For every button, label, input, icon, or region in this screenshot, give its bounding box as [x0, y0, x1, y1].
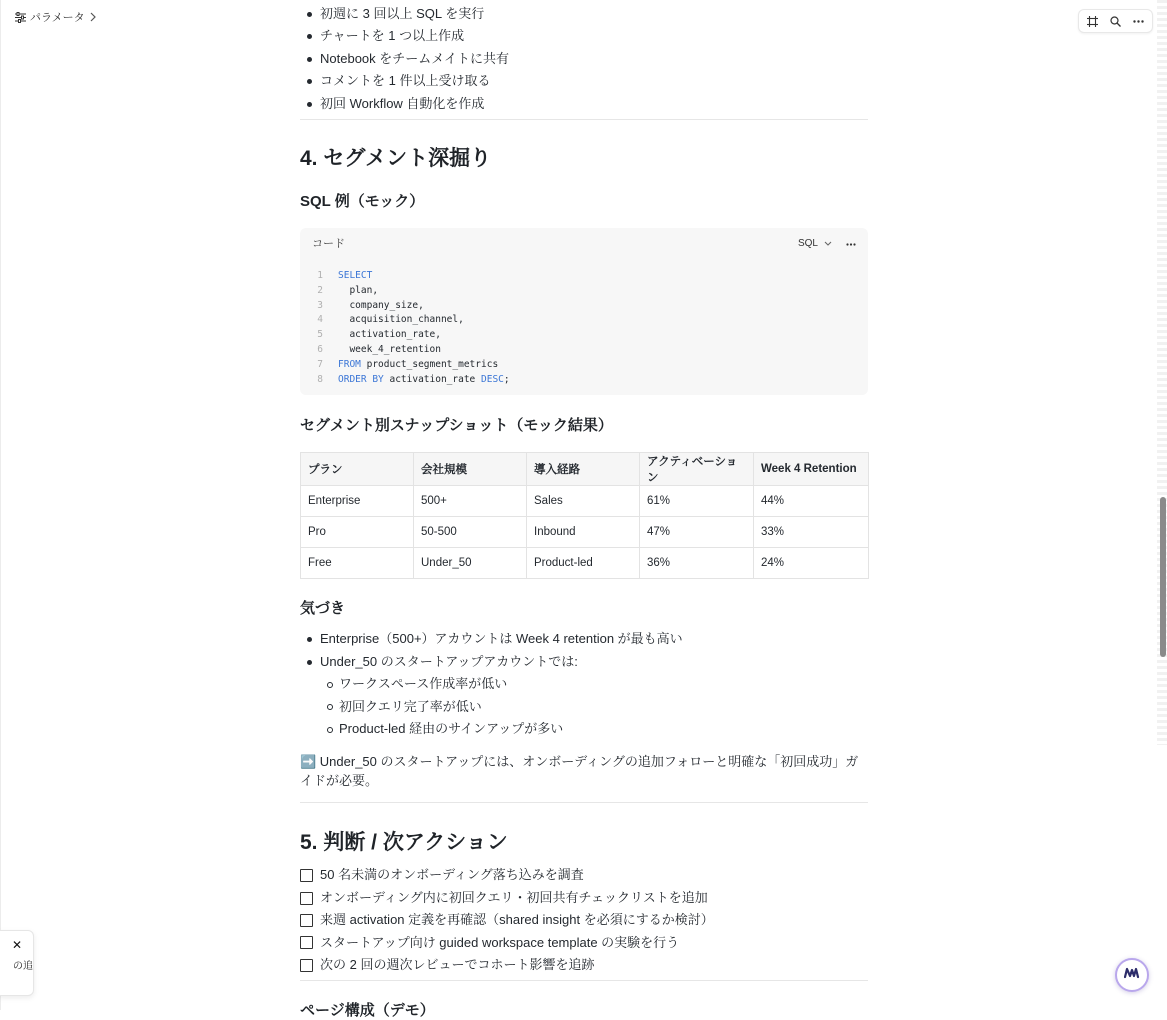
table-cell: 61% — [640, 486, 754, 517]
checkbox[interactable] — [300, 869, 313, 882]
line-number: 7 — [317, 358, 323, 370]
code-text — [338, 284, 378, 299]
table-cell: Pro — [301, 517, 414, 548]
task-label: スタートアップ向け guided workspace template の実験を行う — [320, 934, 680, 950]
left-border — [0, 0, 1, 1010]
table-cell: 50-500 — [414, 517, 527, 548]
assistant-button[interactable] — [1115, 958, 1149, 992]
code-text — [338, 343, 441, 358]
code-line — [300, 343, 868, 358]
table-cell: Product-led — [527, 548, 640, 579]
chevron-right-icon — [89, 12, 97, 22]
column-header: Week 4 Retention — [754, 453, 869, 486]
assistant-logo-icon — [1124, 966, 1140, 984]
code-line — [300, 358, 868, 373]
checkbox[interactable] — [300, 914, 313, 927]
task-item — [300, 932, 868, 954]
table-cell: Under_50 — [414, 548, 527, 579]
line-number: 8 — [317, 373, 323, 385]
task-label: 50 名未満のオンボーディング落ち込みを調査 — [320, 867, 584, 883]
sliders-icon — [15, 12, 26, 23]
table-header-row — [301, 453, 869, 486]
parameters-button[interactable] — [15, 9, 97, 25]
list-item: Under_50 のスタートアップアカウントでは: — [300, 651, 868, 673]
close-icon[interactable]: ✕ — [11, 938, 22, 952]
code-text — [338, 358, 498, 373]
sql-keyword: SELECT — [338, 270, 373, 282]
more-icon[interactable] — [1128, 11, 1149, 31]
task-item — [300, 864, 868, 886]
divider — [300, 980, 868, 981]
code-line — [300, 328, 868, 343]
code-token: activation_rate, — [338, 329, 441, 341]
document-content — [300, 0, 868, 1020]
line-number: 3 — [317, 299, 323, 311]
table-cell: Sales — [527, 486, 640, 517]
chevron-down-icon — [824, 238, 832, 249]
task-item — [300, 887, 868, 909]
task-label: 来週 activation 定義を再確認（shared insight を必須にするか検討） — [320, 912, 714, 928]
code-token: acquisition_channel, — [338, 314, 464, 326]
milestone-list — [300, 0, 868, 115]
scrollbar-thumb[interactable] — [1160, 497, 1166, 657]
code-more-icon[interactable] — [846, 237, 856, 249]
code-token: ; — [503, 373, 510, 385]
section-5-heading: 5. 判断 / 次アクション — [300, 831, 508, 855]
checkbox[interactable] — [300, 892, 313, 905]
table-cell: 36% — [640, 548, 754, 579]
column-header: プラン — [301, 453, 414, 486]
code-line — [300, 269, 868, 284]
language-label: SQL — [797, 237, 818, 249]
divider — [300, 119, 868, 120]
code-token: plan, — [338, 284, 379, 296]
code-text — [338, 313, 464, 328]
table-row — [301, 517, 869, 548]
sql-keyword: FROM — [338, 358, 361, 370]
table-cell: Inbound — [527, 517, 640, 548]
divider — [300, 802, 868, 803]
list-item: 初回 Workflow 自動化を作成 — [300, 93, 868, 115]
column-header: アクティベーション — [640, 453, 754, 486]
parameters-label: パラメータ — [30, 12, 85, 24]
list-item: Enterprise（500+）アカウントは Week 4 retention が最も高い — [300, 628, 868, 650]
code-text — [338, 373, 510, 388]
top-right-toolbar — [1078, 9, 1153, 33]
table-cell: 24% — [754, 548, 869, 579]
code-line — [300, 373, 868, 388]
table-row — [301, 486, 869, 517]
code-token: activation_rate — [383, 373, 481, 385]
task-item — [300, 954, 868, 976]
list-item: Notebook をチームメイトに共有 — [300, 48, 868, 70]
column-header: 会社規模 — [414, 453, 527, 486]
table-cell: 44% — [754, 486, 869, 517]
code-token: week_4_retention — [338, 344, 441, 356]
code-block — [300, 228, 868, 395]
code-token: product_segment_metrics — [360, 358, 499, 370]
list-item: 初週に 3 回以上 SQL を実行 — [300, 3, 868, 25]
code-line — [300, 313, 868, 328]
toast-text: の追 — [13, 961, 33, 972]
code-block-label: コード — [312, 238, 345, 251]
snapshot-heading: セグメント別スナップショット（モック結果） — [300, 417, 613, 435]
line-number: 2 — [317, 284, 323, 296]
list-item: 初回クエリ完了率が低い — [300, 696, 868, 718]
sql-keyword: ORDER BY — [338, 373, 384, 385]
language-select[interactable] — [798, 238, 832, 249]
table-cell: 500+ — [414, 486, 527, 517]
list-item: ワークスペース作成率が低い — [300, 673, 868, 695]
notification-toast — [0, 930, 34, 996]
frame-icon[interactable] — [1082, 11, 1103, 31]
table-row — [301, 548, 869, 579]
task-list — [300, 864, 868, 976]
insights-heading: 気づき — [300, 600, 346, 618]
list-item: Product-led 経由のサインアップが多い — [300, 718, 868, 740]
checkbox[interactable] — [300, 959, 313, 972]
code-block-header — [300, 228, 868, 258]
code-line — [300, 299, 868, 314]
task-item — [300, 909, 868, 931]
code-line — [300, 284, 868, 299]
code-token: company_size, — [338, 299, 424, 311]
line-number: 6 — [317, 344, 323, 356]
list-item: コメントを 1 件以上受け取る — [300, 70, 868, 92]
task-label: 次の 2 回の週次レビューでコホート影響を追跡 — [320, 957, 595, 973]
page-structure-heading: ページ構成（デモ） — [300, 1002, 435, 1020]
table-cell: Enterprise — [301, 486, 414, 517]
sql-keyword: DESC — [481, 373, 504, 385]
code-text — [338, 269, 372, 284]
line-number: 5 — [317, 329, 323, 341]
section-4-heading: 4. セグメント深掘り — [300, 147, 492, 171]
insights-list — [300, 628, 868, 673]
conclusion-text: ➡️ Under_50 のスタートアップには、オンボーディングの追加フォローと明確な「初回成功」ガイドが必要。 — [300, 754, 859, 789]
column-header: 導入経路 — [527, 453, 640, 486]
code-text — [338, 299, 424, 314]
segment-table — [300, 452, 869, 579]
list-item: チャートを 1 つ以上作成 — [300, 25, 868, 47]
line-number: 4 — [317, 314, 323, 326]
search-icon[interactable] — [1105, 11, 1126, 31]
checkbox[interactable] — [300, 936, 313, 949]
code-editor[interactable] — [300, 258, 868, 395]
table-cell: 33% — [754, 517, 869, 548]
task-label: オンボーディング内に初回クエリ・初回共有チェックリストを追加 — [320, 889, 708, 905]
code-text — [338, 328, 441, 343]
line-number: 1 — [317, 270, 323, 282]
sql-example-heading: SQL 例（モック） — [300, 193, 425, 211]
table-cell: Free — [301, 548, 414, 579]
insights-sublist — [300, 673, 868, 740]
table-cell: 47% — [640, 517, 754, 548]
